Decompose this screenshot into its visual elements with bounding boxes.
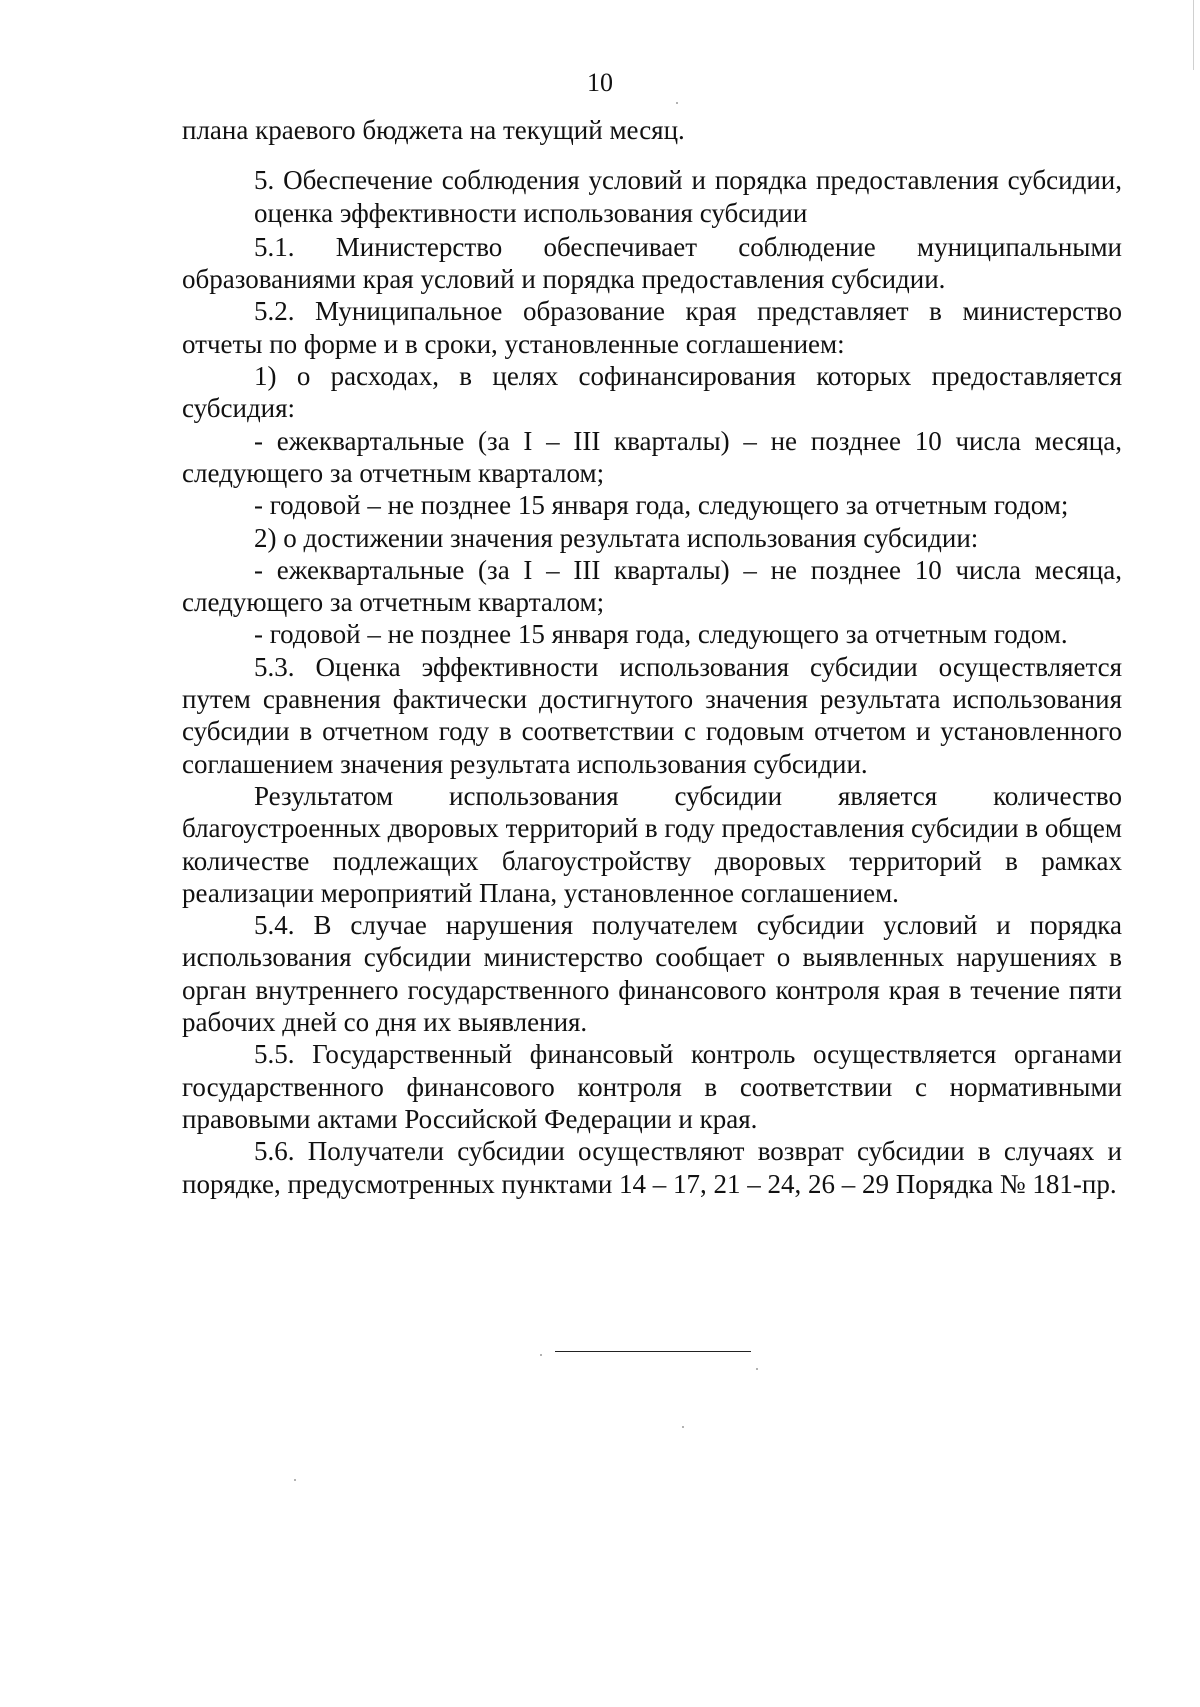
end-of-document-rule	[555, 1351, 751, 1352]
scan-speck	[756, 1368, 758, 1370]
scan-speck	[682, 1426, 684, 1428]
paragraph-5-2-item-1-quarterly: - ежеквартальные (за I – III кварталы) – не позднее 10 числа месяца, следующего за отчетным кварталом;	[182, 425, 1122, 488]
scan-speck	[676, 102, 678, 104]
paragraph-5-5: 5.5. Государственный финансовый контроль осуществляется органами государственного финансового контроля в соответствии с нормативными правовыми актами Российской Федерации и края.	[182, 1039, 1122, 1134]
scan-speck	[294, 1479, 296, 1481]
paragraph-5-2-item-2-quarterly: - ежеквартальные (за I – III кварталы) – не позднее 10 числа месяца, следующего за отчетным кварталом;	[182, 554, 1122, 618]
paragraph-5-2-item-1-annual: - годовой – не позднее 15 января года, следующего за отчетным годом;	[254, 490, 1069, 521]
paragraph-5-2-item-2-annual: - годовой – не позднее 15 января года, следующего за отчетным годом.	[254, 619, 1068, 650]
paragraph-5-6: 5.6. Получатели субсидии осуществляют возврат субсидии в случаях и порядке, предусмотренных пунктами 14 – 17, 21 – 24, 26 – 29 Порядка № 181-пр.	[182, 1136, 1122, 1199]
paragraph-5-2-item-2: 2) о достижении значения результата использования субсидии:	[254, 522, 979, 553]
section-5-heading: 5. Обеспечение соблюдения условий и порядка предоставления субсидии, оценка эффективности использования субсидии	[254, 165, 1122, 228]
paragraph-5-1: 5.1. Министерство обеспечивает соблюдение муниципальными образованиями края условий и порядка предоставления субсидии.	[182, 231, 1122, 295]
paragraph-5-3: 5.3. Оценка эффективности использования субсидии осуществляется путем сравнения фактически достигнутого значения результата использования субсидии в отчетном году в соответствии с годовым отчетом и установленного соглашением значения результата использования субсидии.	[182, 651, 1122, 779]
paragraph-5-2-item-1: 1) о расходах, в целях софинансирования которых предоставляется субсидия:	[182, 361, 1122, 424]
page-number: 10	[587, 68, 613, 97]
scan-edge-mark	[1193, 0, 1194, 70]
paragraph-continuation: плана краевого бюджета на текущий месяц.	[182, 115, 685, 145]
paragraph-5-2: 5.2. Муниципальное образование края представляет в министерство отчеты по форме и в сроки, установленные соглашением:	[182, 296, 1122, 359]
document-body	[182, 114, 1122, 1200]
paragraph-5-3-result: Результатом использования субсидии является количество благоустроенных дворовых территорий в году предоставления субсидии в общем количестве подлежащих благоустройству дворовых территорий в рамках реализации мероприятий Плана, установленное соглашением.	[182, 780, 1122, 908]
paragraph-5-4: 5.4. В случае нарушения получателем субсидии условий и порядка использования субсидии министерство сообщает о выявленных нарушениях в орган внутреннего государственного финансового контроля края в течение пяти рабочих дней со дня их выявления.	[182, 910, 1122, 1038]
scan-speck	[540, 1354, 542, 1356]
